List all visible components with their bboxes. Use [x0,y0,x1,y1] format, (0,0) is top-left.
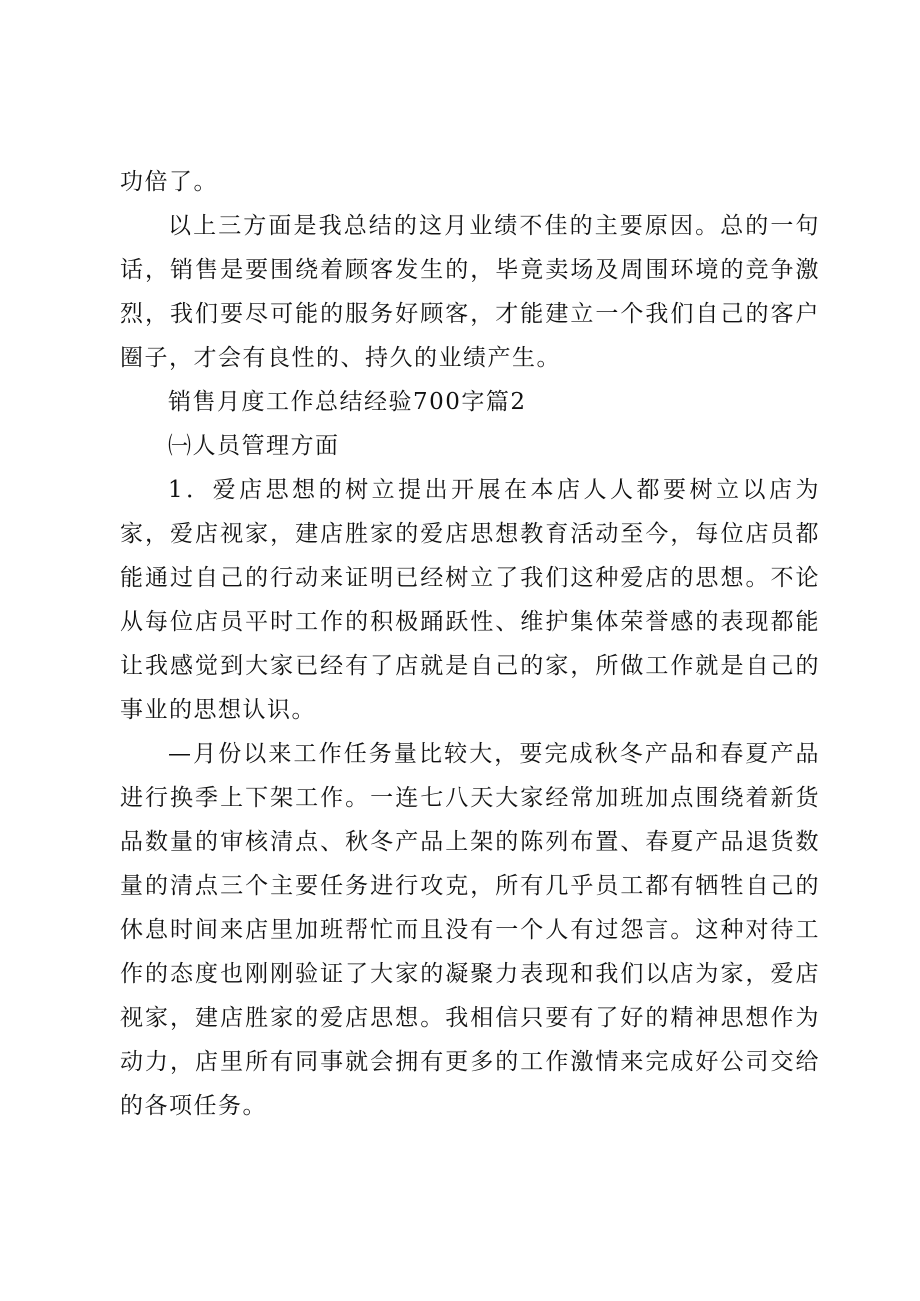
paragraph-store-spirit: 1．爱店思想的树立提出开展在本店人人都要树立以店为家，爱店视家，建店胜家的爱店思想教育活动至今，每位店员都能通过自己的行动来证明已经树立了我们这种爱店的思想。不论从每位店员平时工作的积极踊跃性、维护集体荣誉感的表现都能让我感觉到大家已经有了店就是自己的家，所做工作就是自己的事业的思想认识。 [120,477,820,723]
paragraph-monthly-work: —月份以来工作任务量比较大，要完成秋冬产品和春夏产品进行换季上下架工作。一连七八天大家经常加班加点围绕着新货品数量的审核清点、秋冬产品上架的陈列布置、春夏产品退货数量的清点三个主要任务进行攻克，所有几乎员工都有牺牲自己的休息时间来店里加班帮忙而且没有一个人有过怨言。这种对待工作的态度也刚刚验证了大家的凝聚力表现和我们以店为家，爱店视家，建店胜家的爱店思想。我相信只要有了好的精神思想作为动力，店里所有同事就会拥有更多的工作激情来完成好公司交给的各项任务。 [120,741,820,1119]
paragraph-summary: 以上三方面是我总结的这月业绩不佳的主要原因。总的一句话，销售是要围绕着顾客发生的，毕竟卖场及周围环境的竞争激烈，我们要尽可能的服务好顾客，才能建立一个我们自己的客户圈子，才会有良性的、持久的业绩产生。 [120,213,820,371]
document-body [120,160,820,1128]
paragraph-continuation: 功倍了。 [120,169,218,195]
subsection-heading: ㈠人员管理方面 [168,433,340,459]
section-title: 销售月度工作总结经验700字篇2 [168,389,527,415]
